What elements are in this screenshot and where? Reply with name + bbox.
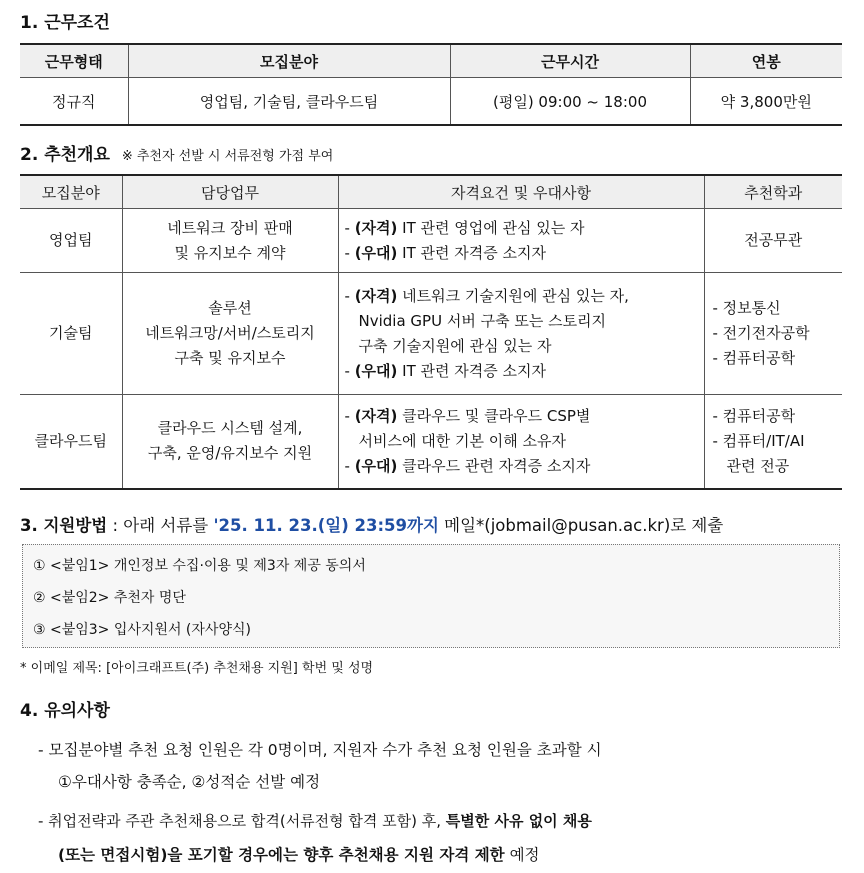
salary: 약 3,800만원	[690, 78, 842, 126]
header-cell: 모집분야	[128, 44, 450, 78]
section3-lead: : 아래 서류를	[107, 516, 214, 535]
dept-cell: - 정보통신 - 전기전자공학 - 컴퓨터공학	[704, 273, 842, 395]
duty-cell: 클라우드 시스템 설계, 구축, 운영/유지보수 지원	[122, 395, 338, 489]
recommendation-table	[20, 174, 842, 490]
header-cell: 근무시간	[450, 44, 690, 78]
list-item: ② <붙임2> 추천자 명단	[33, 590, 186, 606]
notice-2-line-1: - 취업전략과 주관 추천채용으로 합격(서류전형 합격 포함) 후, 특별한 사유 없이 채용	[38, 812, 592, 830]
notice-2-bold-2: (또는 면접시험)을 포기할 경우에는 향후 추천채용 지원 자격 제한	[58, 846, 505, 864]
header-cell: 모집분야	[20, 175, 122, 209]
notice-2-line-2: (또는 면접시험)을 포기할 경우에는 향후 추천채용 지원 자격 제한 예정	[58, 846, 540, 864]
table-row	[20, 209, 842, 273]
section2-title: 2. 추천개요	[20, 145, 110, 165]
field-cell: 기술팀	[20, 273, 122, 395]
requirement-cell: - (자격) IT 관련 영업에 관심 있는 자 - (우대) IT 관련 자격증 소지자	[338, 209, 704, 273]
header-cell: 근무형태	[20, 44, 128, 78]
notice-1-line-2: ①우대사항 충족순, ②성적순 선발 예정	[58, 773, 321, 791]
header-cell: 자격요건 및 우대사항	[338, 175, 704, 209]
deadline: '25. 11. 23.(일) 23:59까지	[213, 516, 439, 535]
attachments-box	[22, 544, 840, 648]
duty-cell: 네트워크 장비 판매 및 유지보수 계약	[122, 209, 338, 273]
section2-heading	[20, 140, 333, 165]
header-cell: 연봉	[690, 44, 842, 78]
work-hours: (평일) 09:00 ~ 18:00	[450, 78, 690, 126]
section2-note: ※ 추천자 선발 시 서류전형 가점 부여	[121, 149, 334, 164]
header-cell: 담당업무	[122, 175, 338, 209]
dept-cell: 전공무관	[704, 209, 842, 273]
section1-title: 1. 근무조건	[20, 13, 110, 33]
recruit-fields: 영업팀, 기술팀, 클라우드팀	[128, 78, 450, 126]
table-header-row	[20, 175, 842, 209]
employment-type: 정규직	[20, 78, 128, 126]
field-cell: 클라우드팀	[20, 395, 122, 489]
header-cell: 추천학과	[704, 175, 842, 209]
dept-cell: - 컴퓨터공학 - 컴퓨터/IT/AI 관련 전공	[704, 395, 842, 489]
section4-title: 4. 유의사항	[20, 701, 110, 721]
list-item: ① <붙임1> 개인정보 수집·이용 및 제3자 제공 동의서	[33, 558, 366, 574]
email-footnote: * 이메일 제목: [아이크래프트(주) 추천채용 지원] 학번 및 성명	[20, 661, 374, 676]
table-row	[20, 78, 842, 126]
section3-heading	[20, 512, 723, 536]
requirement-cell: - (자격) 클라우드 및 클라우드 CSP별 서비스에 대한 기본 이해 소유자 - (우대) 클라우드 관련 자격증 소지자	[338, 395, 704, 489]
section3-title: 3. 지원방법	[20, 516, 108, 535]
requirement-cell: - (자격) 네트워크 기술지원에 관심 있는 자, Nvidia GPU 서버 구축 또는 스토리지 구축 기술지원에 관심 있는 자 - (우대) IT 관련 자격증 소지자	[338, 273, 704, 395]
notice-2-bold: 특별한 사유 없이 채용	[445, 812, 592, 830]
field-cell: 영업팀	[20, 209, 122, 273]
submit-mail: 메일*(jobmail@pusan.ac.kr)로 제출	[438, 516, 724, 535]
duty-cell: 솔루션 네트워크망/서버/스토리지 구축 및 유지보수	[122, 273, 338, 395]
notice-1-line-1: - 모집분야별 추천 요청 인원은 각 0명이며, 지원자 수가 추천 요청 인원을 초과할 시	[38, 741, 602, 759]
table-row	[20, 273, 842, 395]
table-row	[20, 395, 842, 489]
list-item: ③ <붙임3> 입사지원서 (자사양식)	[33, 622, 251, 638]
work-conditions-table	[20, 43, 842, 126]
table-header-row	[20, 44, 842, 78]
